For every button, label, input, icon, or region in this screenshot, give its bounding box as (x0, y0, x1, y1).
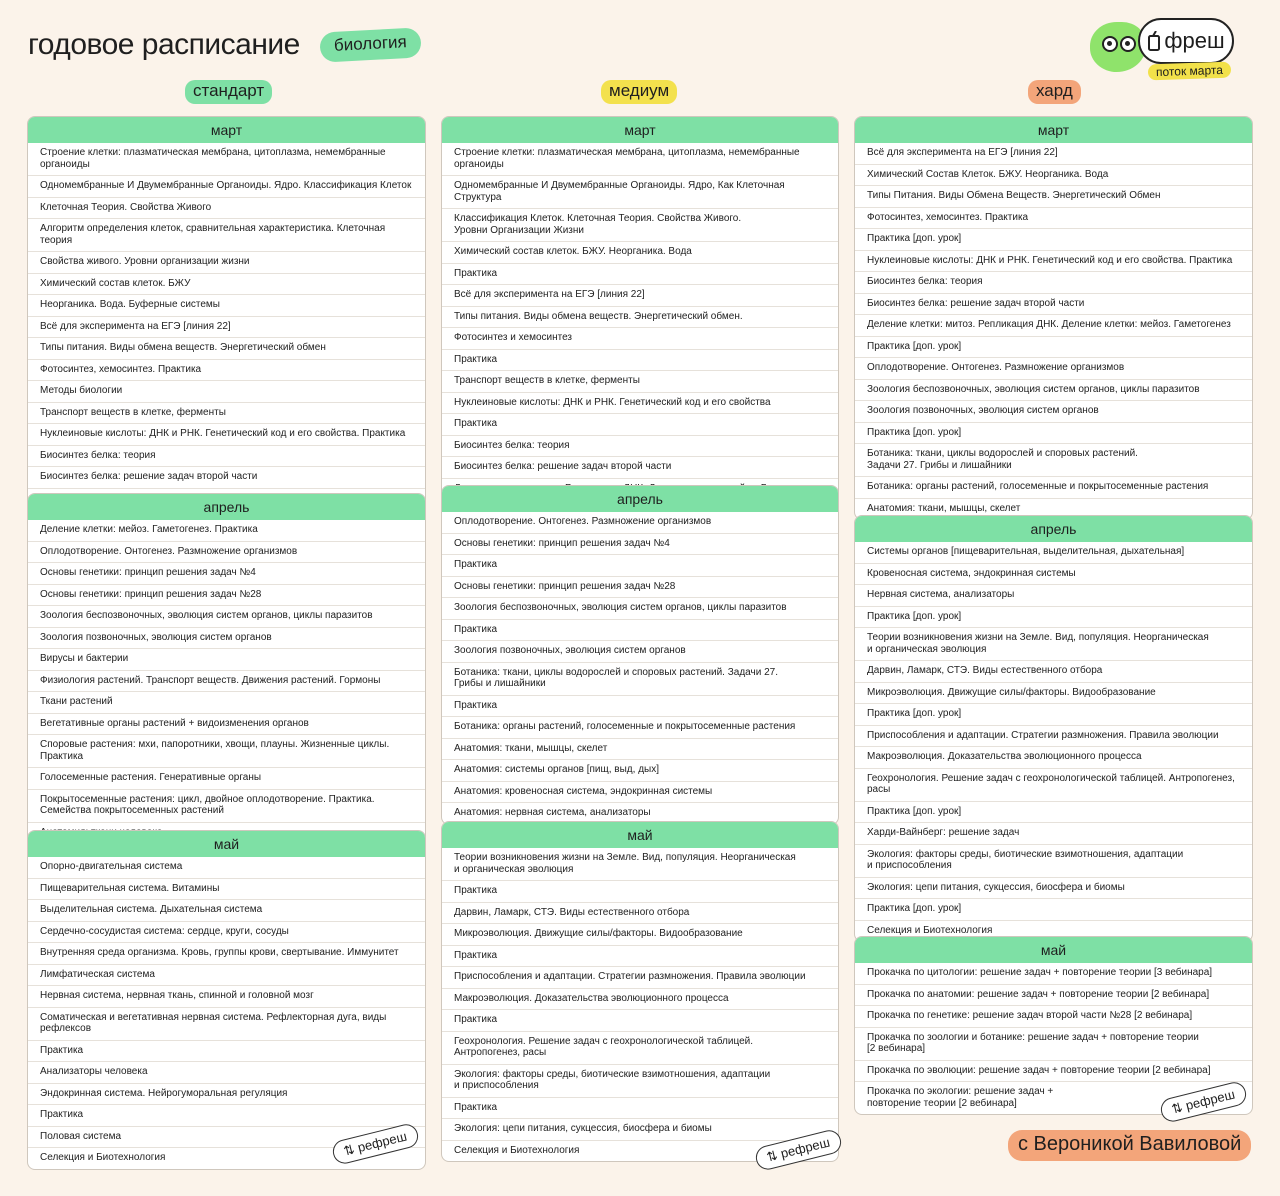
lesson-item: Прокачка по эволюции: решение задач + повторение теории [2 вебинара] (855, 1061, 1252, 1083)
lesson-list (28, 520, 425, 843)
level-medium: медиум (601, 80, 677, 104)
lesson-list (442, 848, 838, 1161)
lesson-item: Физиология растений. Транспорт веществ. Движения растений. Гормоны (28, 671, 425, 693)
lesson-item: Экология: факторы среды, биотические взимотношения, адаптации и приспособления (855, 845, 1252, 878)
lesson-item: Ботаника: ткани, циклы водорослей и споровых растений. Задачи 27. Грибы и лишайники (855, 444, 1252, 477)
lesson-item: Нуклеиновые кислоты: ДНК и РНК. Генетический код и его свойства. Практика (28, 424, 425, 446)
lesson-item: Экология: цепи питания, сукцессия, биосфера и биомы (855, 878, 1252, 900)
lesson-item: Зоология беспозвоночных, эволюция систем органов, циклы паразитов (855, 380, 1252, 402)
lesson-item: Строение клетки: плазматическая мембрана, цитоплазма, немембранные органоиды (442, 143, 838, 176)
card-medium-march (441, 116, 839, 500)
lesson-item: Практика (28, 1105, 425, 1127)
lesson-item: Сердечно-сосудистая система: сердце, круги, сосуды (28, 922, 425, 944)
lesson-list (442, 143, 838, 499)
mascot-icon (1090, 22, 1146, 72)
lesson-item: Оплодотворение. Онтогенез. Размножение организмов (855, 358, 1252, 380)
lesson-item: Типы питания. Виды обмена веществ. Энергетический обмен (28, 338, 425, 360)
lesson-item: Зоология позвоночных, эволюция систем органов (855, 401, 1252, 423)
month-header: март (28, 117, 425, 143)
card-hard-may (854, 936, 1253, 1115)
lesson-item: Алгоритм определения клеток, сравнительная характеристика. Клеточная теория (28, 219, 425, 252)
level-hard: хард (1028, 80, 1081, 104)
lesson-list (28, 857, 425, 1169)
lesson-item: Практика [доп. урок] (855, 802, 1252, 824)
lesson-item: Нервная система, анализаторы (855, 585, 1252, 607)
lesson-item: Практика [доп. урок] (855, 899, 1252, 921)
lesson-item: Основы генетики: принцип решения задач №28 (28, 585, 425, 607)
lesson-item: Нуклеиновые кислоты: ДНК и РНК. Генетический код и его свойства. Практика (855, 251, 1252, 273)
lesson-item: Покрытосеменные растения: цикл, двойное оплодотворение. Практика. Семейства покрытосеменных растений (28, 790, 425, 823)
lesson-item: Геохронология. Решение задач с геохронологической таблицей. Антропогенез, расы (855, 769, 1252, 802)
lesson-item: Системы органов [пищеварительная, выделительная, дыхательная] (855, 542, 1252, 564)
stamp-label: рефреш (779, 1134, 832, 1162)
lesson-item: Эндокринная система. Нейрогуморальная регуляция (28, 1084, 425, 1106)
refresh-arrows-icon: ⇅ (342, 1140, 360, 1159)
card-standard-april (27, 493, 426, 844)
lesson-item: Практика (28, 1041, 425, 1063)
card-hard-april (854, 515, 1253, 942)
month-header: апрель (442, 486, 838, 512)
month-header: март (855, 117, 1252, 143)
lesson-item: Половая система (28, 1127, 425, 1149)
lesson-item: Макроэволюция. Доказательства эволюционного процесса (442, 989, 838, 1011)
stamp-label: рефреш (356, 1128, 409, 1156)
lesson-item: Споровые растения: мхи, папоротники, хвощи, плауны. Жизненные циклы. Практика (28, 735, 425, 768)
brand-logo (1088, 16, 1248, 86)
lesson-item: Селекция и Биотехнология (454, 1144, 580, 1156)
lesson-item: Химический состав клеток. БЖУ (28, 274, 425, 296)
month-header: май (442, 822, 838, 848)
lesson-list (855, 542, 1252, 941)
lesson-item: Основы генетики: принцип решения задач №4 (28, 563, 425, 585)
lesson-item: Практика (442, 264, 838, 286)
lesson-item: Практика (442, 414, 838, 436)
lesson-list (442, 512, 838, 824)
lesson-item: Макроэволюция. Доказательства эволюционного процесса (855, 747, 1252, 769)
card-medium-may (441, 821, 839, 1162)
stamp-label: рефреш (1184, 1086, 1237, 1114)
lesson-item: Клеточная Теория. Свойства Живого (28, 198, 425, 220)
lesson-item: Деление клетки: митоз. Репликация ДНК. Деление клетки: мейоз. Гаметогенез (855, 315, 1252, 337)
lesson-item: Свойства живого. Уровни организации жизни (28, 252, 425, 274)
lesson-item: Биосинтез белка: теория (28, 446, 425, 468)
lesson-item: Геохронология. Решение задач с геохронологической таблицей. Антропогенез, расы (442, 1032, 838, 1065)
lesson-item: Химический состав клеток. БЖУ. Неорганика. Вода (442, 242, 838, 264)
lesson-item: Вирусы и бактерии (28, 649, 425, 671)
month-header: май (28, 831, 425, 857)
lesson-item: Кровеносная система, эндокринная системы (855, 564, 1252, 586)
lesson-list (855, 143, 1252, 519)
lesson-item: Практика (442, 881, 838, 903)
lesson-item: Фотосинтез, хемосинтез. Практика (855, 208, 1252, 230)
lesson-item: Практика (442, 350, 838, 372)
lesson-item: Всё для эксперимента на ЕГЭ [линия 22] (855, 143, 1252, 165)
lesson-item: Химический Состав Клеток. БЖУ. Неорганика. Вода (855, 165, 1252, 187)
lesson-item: Методы биологии (28, 381, 425, 403)
lesson-item: Транспорт веществ в клетке, ферменты (442, 371, 838, 393)
lesson-item: Биосинтез белка: решение задач второй части (855, 294, 1252, 316)
lesson-item: Нервная система, нервная ткань, спинной и головной мозг (28, 986, 425, 1008)
lesson-item: Анатомия: ткани, мышцы, скелет (442, 739, 838, 761)
lesson-item: Оплодотворение. Онтогенез. Размножение организмов (442, 512, 838, 534)
lesson-item: Вегетативные органы растений + видоизменения органов (28, 714, 425, 736)
lesson-item: Ботаника: органы растений, голосеменные и покрытосеменные растения (855, 477, 1252, 499)
lesson-item: Практика (442, 620, 838, 642)
lesson-item: Транспорт веществ в клетке, ферменты (28, 403, 425, 425)
lesson-item: Биосинтез белка: решение задач второй части (28, 467, 425, 489)
lesson-item: Биосинтез белка: решение задач второй части (442, 457, 838, 479)
lesson-item: Зоология беспозвоночных, эволюция систем органов, циклы паразитов (442, 598, 838, 620)
lesson-item: Основы генетики: принцип решения задач №28 (442, 577, 838, 599)
lesson-item: Дарвин, Ламарк, СТЭ. Виды естественного отбора (442, 903, 838, 925)
lesson-item: Практика [доп. урок] (855, 607, 1252, 629)
lesson-item: Анатомия: системы органов [пищ, выд, дых] (442, 760, 838, 782)
lesson-item: Пищеварительная система. Витамины (28, 879, 425, 901)
lesson-item: Дарвин, Ламарк, СТЭ. Виды естественного отбора (855, 661, 1252, 683)
lesson-item: Анатомия: кровеносная система, эндокринная системы (442, 782, 838, 804)
lesson-item: Основы генетики: принцип решения задач №4 (442, 534, 838, 556)
refresh-arrows-icon: ⇅ (765, 1146, 783, 1165)
level-standard: стандарт (185, 80, 272, 104)
card-medium-april (441, 485, 839, 825)
month-header: май (855, 937, 1252, 963)
brand-label: фреш (1164, 28, 1225, 53)
lesson-item: Практика [доп. урок] (855, 229, 1252, 251)
lesson-item: Строение клетки: плазматическая мембрана, цитоплазма, немембранные органоиды (28, 143, 425, 176)
card-hard-march (854, 116, 1253, 520)
lesson-item: Выделительная система. Дыхательная система (28, 900, 425, 922)
page-title: годовое расписание (28, 28, 300, 61)
lesson-item: Анатомия: нервная система, анализаторы (454, 807, 651, 818)
lesson-item: Практика [доп. урок] (855, 704, 1252, 726)
lesson-item: Типы питания. Виды обмена веществ. Энергетический обмен. (442, 307, 838, 329)
lesson-item: Прокачка по зоологии и ботанике: решение задач + повторение теории [2 вебинара] (855, 1028, 1252, 1061)
lesson-item: Теории возникновения жизни на Земле. Вид, популяция. Неорганическая и органическая эволюция (442, 848, 838, 881)
lesson-item: Экология: цепи питания, сукцессия, биосфера и биомы (442, 1119, 838, 1141)
lesson-item: Прокачка по экологии: решение задач + повторение теории [2 вебинара] (867, 1086, 1054, 1109)
lesson-item: Внутренняя среда организма. Кровь, группы крови, свертывание. Иммунитет (28, 943, 425, 965)
lesson-item: Практика (442, 696, 838, 718)
lesson-item: Прокачка по генетике: решение задач второй части №28 [2 вебинара] (855, 1006, 1252, 1028)
lesson-item: Фотосинтез и хемосинтез (442, 328, 838, 350)
month-header: апрель (28, 494, 425, 520)
eye-icon (1102, 36, 1118, 52)
lesson-item: Приспособления и адаптации. Стратегии размножения. Правила эволюции (855, 726, 1252, 748)
lesson-item: Практика (442, 1010, 838, 1032)
lesson-item: Фотосинтез, хемосинтез. Практика (28, 360, 425, 382)
lesson-item: Зоология беспозвоночных, эволюция систем органов, циклы паразитов (28, 606, 425, 628)
eye-icon (1120, 36, 1136, 52)
lesson-item: Приспособления и адаптации. Стратегии размножения. Правила эволюции (442, 967, 838, 989)
lesson-list (28, 143, 425, 509)
lesson-item: Прокачка по анатомии: решение задач + повторение теории [2 вебинара] (855, 985, 1252, 1007)
lesson-item: Анатомия: ткани, мышцы, скелет (867, 502, 1021, 514)
lesson-item: Лимфатическая система (28, 965, 425, 987)
lesson-item: Деление клетки: мейоз. Гаметогенез. Практика (28, 520, 425, 542)
lesson-item: Всё для эксперимента на ЕГЭ [линия 22] (442, 285, 838, 307)
lesson-item: Селекция и Биотехнология (40, 1152, 166, 1163)
lesson-item: Оплодотворение. Онтогенез. Размножение организмов (28, 542, 425, 564)
stream-badge: поток марта (1148, 62, 1231, 81)
refresh-arrows-icon: ⇅ (1170, 1098, 1188, 1117)
lesson-item: Ткани растений (28, 692, 425, 714)
cup-icon (1147, 31, 1161, 51)
lesson-item: Прокачка по цитологии: решение задач + повторение теории [3 вебинара] (855, 963, 1252, 985)
lesson-item: Всё для эксперимента на ЕГЭ [линия 22] (28, 317, 425, 339)
lesson-item: Харди-Вайнберг: решение задач (855, 823, 1252, 845)
lesson-item: Практика [доп. урок] (855, 423, 1252, 445)
brand-name (1138, 18, 1234, 64)
lesson-item: Одномембранные И Двумембранные Органоиды. Ядро, Как Клеточная Структура (442, 176, 838, 209)
lesson-item: Опорно-двигательная система (28, 857, 425, 879)
lesson-item: Практика (442, 555, 838, 577)
lesson-item: Одномембранные И Двумембранные Органоиды. Ядро. Классификация Клеток (28, 176, 425, 198)
teacher-badge: с Вероникой Вавиловой (1008, 1130, 1251, 1161)
card-standard-may (27, 830, 426, 1170)
lesson-item: Классификация Клеток. Клеточная Теория. Свойства Живого. Уровни Организации Жизни (442, 209, 838, 242)
lesson-item: Микроэволюция. Движущие силы/факторы. Видообразование (855, 683, 1252, 705)
lesson-item: Практика [доп. урок] (855, 337, 1252, 359)
lesson-item: Голосеменные растения. Генеративные органы (28, 768, 425, 790)
lesson-item: Неорганика. Вода. Буферные системы (28, 295, 425, 317)
card-standard-march (27, 116, 426, 510)
lesson-item: Анализаторы человека (28, 1062, 425, 1084)
lesson-item: Биосинтез белка: теория (855, 272, 1252, 294)
lesson-item: Практика (442, 1098, 838, 1120)
lesson-item: Типы Питания. Виды Обмена Веществ. Энергетический Обмен (855, 186, 1252, 208)
lesson-item: Соматическая и вегетативная нервная система. Рефлекторная дуга, виды рефлексов (28, 1008, 425, 1041)
lesson-item: Экология: факторы среды, биотические взимотношения, адаптации и приспособления (442, 1065, 838, 1098)
lesson-item: Нуклеиновые кислоты: ДНК и РНК. Генетический код и его свойства (442, 393, 838, 415)
month-header: март (442, 117, 838, 143)
lesson-item: Биосинтез белка: теория (442, 436, 838, 458)
lesson-item: Зоология позвоночных, эволюция систем органов (28, 628, 425, 650)
lesson-item: Теории возникновения жизни на Земле. Вид, популяция. Неорганическая и органическая эволюция (855, 628, 1252, 661)
lesson-item: Микроэволюция. Движущие силы/факторы. Видообразование (442, 924, 838, 946)
lesson-item: Практика (442, 946, 838, 968)
lesson-item: Селекция и Биотехнология (867, 924, 993, 936)
lesson-item: Зоология позвоночных, эволюция систем органов (442, 641, 838, 663)
subject-badge: биология (319, 27, 421, 62)
month-header: апрель (855, 516, 1252, 542)
lesson-item: Ботаника: ткани, циклы водорослей и споровых растений. Задачи 27. Грибы и лишайники (442, 663, 838, 696)
lesson-item: Ботаника: органы растений, голосеменные и покрытосеменные растения (442, 717, 838, 739)
